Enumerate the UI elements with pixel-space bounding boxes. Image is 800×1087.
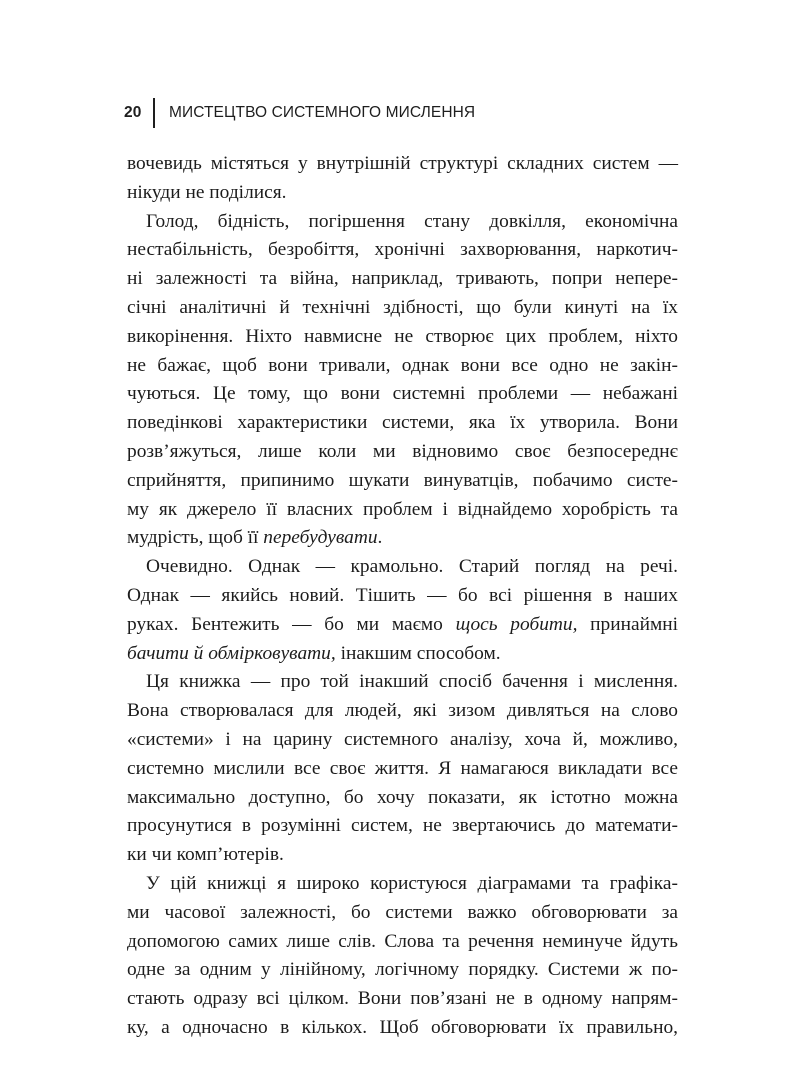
text-line: У цій книжці я широко користуюся діаграмами та графіка- [146,872,678,894]
text-line: Очевидно. Однак — крамольно. Старий погляд на речі. [146,556,678,578]
paragraph [127,668,678,870]
text-run: руках. Бентежить — бо ми маємо [127,613,456,635]
body-text [127,150,678,1043]
text-line: просунутися в розумінні систем, не звертаючись до математи- [127,815,678,837]
paragraph [127,870,678,1043]
text-run: мудрість, щоб її [127,527,264,549]
text-line: вочевидь містяться у внутрішній структурі складних систем — [127,153,678,174]
text-line: чуються. Це тому, що вони системні проблеми — небажані [127,383,678,405]
text-line: ми часової залежності, бо системи важко обговорювати за [127,901,678,923]
text-line: стають одразу всі цілком. Вони пов’язані не в одному напрям- [127,988,678,1010]
text-line: Вона створювалася для людей, які зизом дивляться на слово [127,700,678,722]
text-line: максимально доступно, бо хочу показати, як істотно можна [127,786,678,808]
text-line: сприйняття, припинимо шукати винуватців, побачимо систе- [127,469,678,491]
running-title: МИСТЕЦТВО СИСТЕМНОГО МИСЛЕННЯ [168,104,476,121]
italic-text-run: перебудувати [263,527,378,549]
text-line: ні залежності та війна, наприклад, тривають, попри непере- [127,268,678,290]
page-number: 20 [124,104,142,121]
text-run: інакшим способом. [335,642,501,664]
paragraph [127,208,678,554]
italic-text-run: бачити й обмірковувати, [127,642,336,664]
text-line: Ця книжка — про той інакший спосіб бачення і мислення. [146,671,678,693]
text-line: одне за одним у лінійному, логічному порядку. Системи ж по- [127,959,678,981]
text-run: . [377,527,383,549]
text-line [127,524,678,553]
text-line: нікуди не поділися. [127,181,287,203]
text-line: ку, а одночасно в кількох. Щоб обговорювати їх правильно, [127,1016,678,1038]
text-line [127,640,678,669]
text-line [127,611,678,640]
text-line: му як джерело її власних проблем і віднайдемо хоробрість та [127,498,678,520]
paragraph [127,150,678,208]
paragraph [127,553,678,668]
text-line: поведінкові характеристики системи, яка їх утворила. Вони [127,412,678,434]
text-line: розв’яжуться, лише коли ми відновимо своє безпосереднє [127,440,678,462]
text-line: Однак — якийсь новий. Тішить — бо всі рішення в наших [127,584,678,606]
italic-text-run: щось робити, [455,613,578,635]
text-run: принаймні [577,613,678,635]
text-line: не бажає, щоб вони тривали, однак вони все одно не закін- [127,354,678,376]
text-line: Голод, бідність, погіршення стану довкілля, економічна [146,210,678,232]
running-header [124,96,475,130]
text-line: нестабільність, безробіття, хронічні захворювання, наркотич- [127,239,678,261]
text-line: допомогою самих лише слів. Слова та речення неминуче йдуть [127,930,678,952]
text-line: «системи» і на царину системного аналізу, хоча й, можливо, [127,728,678,750]
text-line: системно мислили все своє життя. Я намагаюся викладати все [127,757,678,779]
header-divider [153,98,155,128]
text-line: ки чи комп’ютерів. [127,844,284,866]
text-line: січні аналітичні й технічні здібності, що були кинуті на їх [127,296,678,318]
text-line: викорінення. Ніхто навмисне не створює цих проблем, ніхто [127,325,678,347]
